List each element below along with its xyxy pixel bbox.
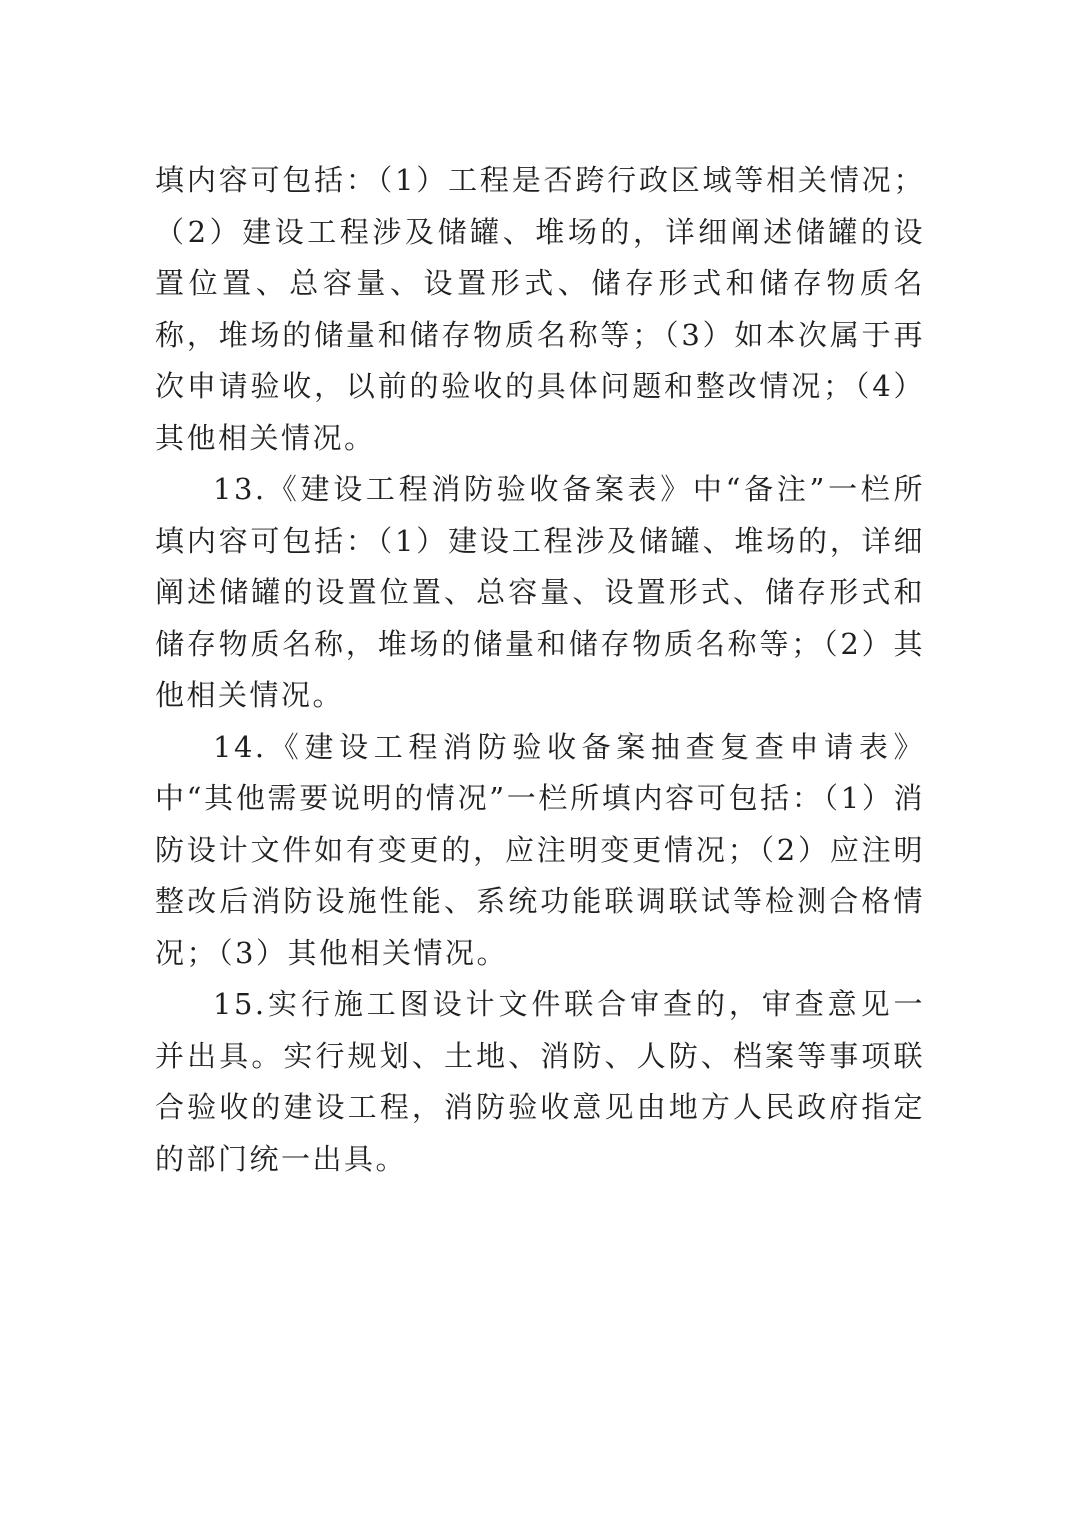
paragraph-item-14: 14.《建设工程消防验收备案抽查复查申请表》中“其他需要说明的情况”一栏所填内容可包括：（1）消防设计文件如有变更的，应注明变更情况；（2）应注明整改后消防设施性能、系统功能联调联试等检测合格情况；（3）其他相关情况。 xyxy=(155,729,925,970)
paragraph-item-13: 13.《建设工程消防验收备案表》中“备注”一栏所填内容可包括：（1）建设工程涉及储罐、堆场的，详细阐述储罐的设置位置、总容量、设置形式、储存形式和储存物质名称，堆场的储量和储存物质名称等；（2）其他相关情况。 xyxy=(155,472,925,712)
paragraph-item-15: 15.实行施工图设计文件联合审查的，审查意见一并出具。实行规划、土地、消防、人防、档案等事项联合验收的建设工程，消防验收意见由地方人民政府指定的部门统一出具。 xyxy=(155,987,925,1176)
paragraph-continuation: 填内容可包括：（1）工程是否跨行政区域等相关情况；（2）建设工程涉及储罐、堆场的，详细阐述储罐的设置位置、总容量、设置形式、储存形式和储存物质名称，堆场的储量和储存物质名称等；（3）如本次属于再次申请验收，以前的验收的具体问题和整改情况；（4）其他相关情况。 xyxy=(155,163,925,455)
document-body xyxy=(155,155,925,1185)
